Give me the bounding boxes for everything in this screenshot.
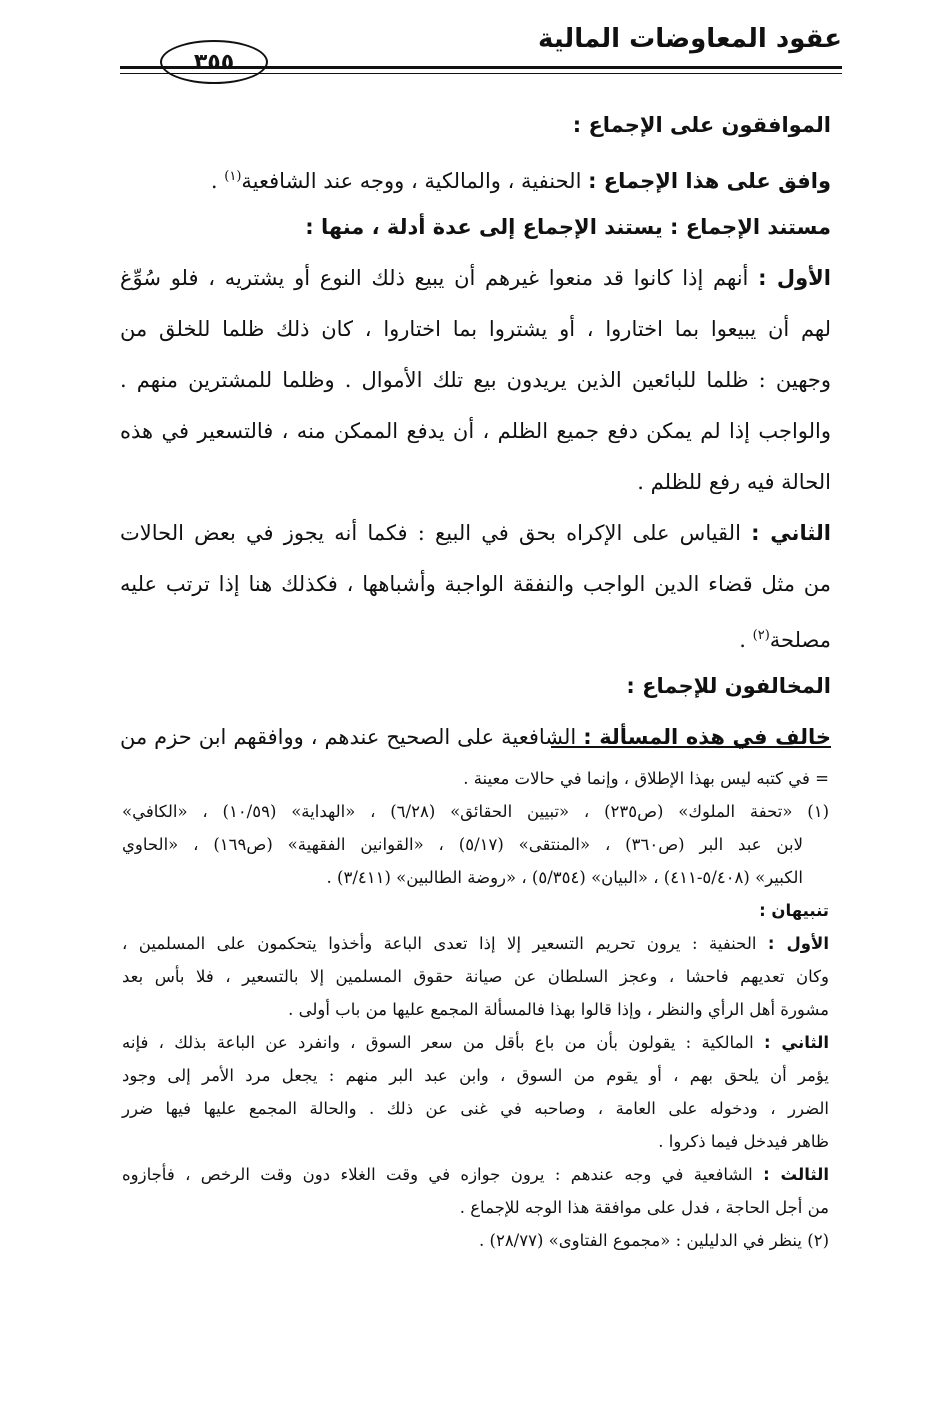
footnotes (122, 762, 829, 1257)
note-line: من أجل الحاجة ، فدل على موافقة هذا الوجه للإجماع . (459, 1198, 829, 1217)
footnote-1: (١) «تحفة الملوك» (ص٢٣٥) ، «تبيين الحقائق» (٦/٢٨) ، «الهداية» (١٠/٥٩) ، «الكافي» (122, 802, 830, 821)
footnote-line: الكبير» (٥/٤٠٨-٤١١) ، «البيان» (٥/٣٥٤) ، «روضة الطالبين» (٣/٤١١) . (326, 868, 803, 887)
lead-term: وافق على هذا الإجماع : (588, 169, 831, 193)
paragraph-line: الأول : أنهم إذا كانوا قد منعوا غيرهم أن يبيع ذلك النوع أو يشتريه ، فلو سُوِّغ (120, 266, 831, 290)
note-line: الثالث : الشافعية في وجه عندهم : يرون جوازه في وقت الغلاء دون وقت الرخص ، فأجازوه (122, 1165, 829, 1184)
book-title: عقود المعاوضات المالية (538, 24, 842, 54)
paragraph-line: من مثل قضاء الدين الواجب والنفقة الواجبة وأشباهها ، فكذلك هنا إذا ترتب عليه (120, 572, 831, 596)
lead-term: الثاني : (751, 521, 831, 545)
lead-term: الأول : (767, 934, 829, 953)
footnote-ref: (١) (224, 169, 242, 184)
lead-term: خالف في هذه المسألة : (583, 725, 831, 749)
page-header (120, 18, 842, 80)
footnote-separator (551, 746, 831, 748)
paragraph-line: الثاني : القياس على الإكراه بحق في البيع : فكما أنه يجوز في بعض الحالات (120, 521, 831, 545)
paragraph-line: لهم أن يبيعوا بما اختاروا ، أو يشتروا بما اختاروا ، كان ذلك ظلما للخلق من (120, 317, 831, 341)
paragraph-line: والواجب إذا لم يمكن دفع جميع الظلم ، أن يدفع الممكن منه ، فالتسعير في هذه (120, 419, 832, 443)
note-line: ظاهر فيدخل فيما ذكروا . (658, 1132, 829, 1151)
note-line: وكان تعديهم فاحشا ، وعجز السلطان عن صيانة حقوق المسلمين إلا بالتسعير ، فلا بأس بعد (122, 967, 829, 986)
note-line: يؤمر أن يلحق بهم ، أو يقوم من السوق ، وابن عبد البر منهم : يجعل مرد الأمر إلى وجود (122, 1066, 829, 1085)
heading-basis: مستند الإجماع : يستند الإجماع إلى عدة أدلة ، منها : (305, 215, 831, 239)
note-heading: تنبيهان : (759, 901, 829, 920)
lead-term: الثالث : (763, 1165, 829, 1184)
lead-term: الأول : (758, 266, 831, 290)
note-line: مشورة أهل الرأي والنظر ، وإذا قالوا بهذا فالمسألة المجمع عليها من باب أولى . (288, 1000, 829, 1019)
paragraph-line: خالف في هذه المسألة : الشافعية على الصحيح عندهم ، ووافقهم ابن حزم من (120, 725, 831, 749)
footnote-ref: (٢) (752, 628, 770, 643)
main-text (120, 100, 831, 763)
paragraph-line: وجهين : ظلما للبائعين الذين يريدون بيع تلك الأموال . وظلما للمشترين منهم . (120, 368, 831, 392)
paragraph-supporters: وافق على هذا الإجماع : الحنفية ، والمالكية ، ووجه عند الشافعية$^{(١)}$ . (210, 169, 831, 193)
lead-term: الثاني : (763, 1033, 829, 1052)
header-rule-thin (120, 73, 842, 74)
footnote-line: لابن عبد البر (ص٣٦٠) ، «المنتقى» (٥/١٧) ، «القوانين الفقهية» (ص١٦٩) ، «الحاوي (122, 835, 803, 854)
header-rule (120, 66, 842, 69)
note-line: الأول : الحنفية : يرون تحريم التسعير إلا إذا تعدى الباعة وأخذوا يتحكمون على المسلمين ، (122, 934, 829, 953)
page-number: ٣٥٥ (160, 40, 268, 84)
heading-opponents: المخالفون للإجماع : (626, 674, 831, 698)
footnote-continuation: = في كتبه ليس بهذا الإطلاق ، وإنما في حالات معينة . (463, 769, 829, 788)
paragraph-line: الحالة فيه رفع للظلم . (637, 470, 831, 494)
heading-supporters: الموافقون على الإجماع : (572, 113, 831, 137)
note-line: الضرر ، ودخوله على العامة ، وصاحبه في غنى عن ذلك . والحالة المجمع عليها فيها ضرر (122, 1099, 829, 1118)
note-line: الثاني : المالكية : يقولون بأن من باع بأقل من سعر السوق ، وانفرد عن الباعة بذلك ، فإنه (122, 1033, 829, 1052)
paragraph-line: مصلحة$^{(٢)}$ . (739, 628, 831, 652)
footnote-2: (٢) ينظر في الدليلين : «مجموع الفتاوى» (٢٨/٧٧) . (479, 1231, 829, 1250)
